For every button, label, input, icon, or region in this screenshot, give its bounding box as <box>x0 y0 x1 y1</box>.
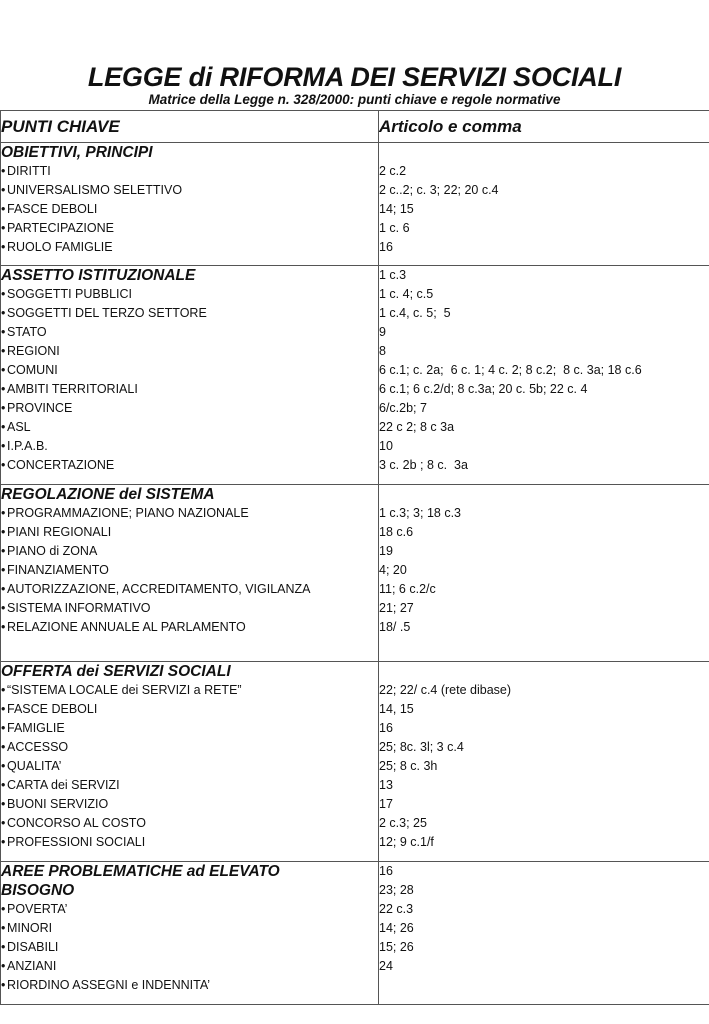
key-point-cell <box>1 862 379 1005</box>
bullet-icon: • <box>1 544 6 558</box>
bullet-icon: • <box>1 325 6 339</box>
bullet-icon: • <box>1 382 6 396</box>
key-point-item <box>1 757 378 776</box>
key-point-label: FASCE DEBOLI <box>7 702 98 716</box>
key-point-label: CONCORSO AL COSTO <box>7 816 146 830</box>
article-reference: 15; 26 <box>379 940 414 954</box>
key-point-label: PIANO di ZONA <box>7 544 98 558</box>
article-reference: 12; 9 c.1/f <box>379 835 434 849</box>
key-point-label: SISTEMA INFORMATIVO <box>7 601 151 615</box>
key-point-item <box>1 814 378 833</box>
key-point-item <box>1 238 378 257</box>
key-point-item <box>1 181 378 200</box>
key-point-item <box>1 504 378 523</box>
article-reference: 1 c.3; 3; 18 c.3 <box>379 506 461 520</box>
key-point-label: CARTA dei SERVIZI <box>7 778 120 792</box>
key-point-item <box>1 542 378 561</box>
key-points-matrix <box>0 110 709 1005</box>
key-point-item <box>1 380 378 399</box>
article-reference: 14, 15 <box>379 702 414 716</box>
key-point-label: FASCE DEBOLI <box>7 202 98 216</box>
document-subtitle: Matrice della Legge n. 328/2000: punti chiave e regole normative <box>148 92 561 107</box>
article-reference: 1 c. 4; c.5 <box>379 287 434 301</box>
key-point-label: AMBITI TERRITORIALI <box>7 382 138 396</box>
key-point-label: QUALITA’ <box>7 759 62 773</box>
bullet-icon: • <box>1 506 6 520</box>
bullet-icon: • <box>1 921 6 935</box>
bullet-icon: • <box>1 816 6 830</box>
bullet-icon: • <box>1 439 6 453</box>
key-point-label: FAMIGLIE <box>7 721 65 735</box>
bullet-icon: • <box>1 363 6 377</box>
article-reference: 6 c.1; c. 2a; 6 c. 1; 4 c. 2; 8 c.2; 8 c. 3a; 18 c.6 <box>379 363 642 377</box>
key-point-item <box>1 219 378 238</box>
article-reference: 23; 28 <box>379 883 414 897</box>
bullet-icon: • <box>1 164 6 178</box>
article-reference: 6 c.1; 6 c.2/d; 8 c.3a; 20 c. 5b; 22 c. 4 <box>379 382 588 396</box>
key-point-item <box>1 900 378 919</box>
bullet-icon: • <box>1 458 6 472</box>
header-articolo-comma: Articolo e comma <box>379 111 709 143</box>
bullet-icon: • <box>1 721 6 735</box>
key-point-item <box>1 200 378 219</box>
key-point-label: SOGGETTI DEL TERZO SETTORE <box>7 306 207 320</box>
bullet-icon: • <box>1 940 6 954</box>
bullet-icon: • <box>1 702 6 716</box>
article-reference: 6/c.2b; 7 <box>379 401 427 415</box>
article-reference: 18 c.6 <box>379 525 414 539</box>
article-reference <box>379 662 709 681</box>
key-point-item <box>1 976 378 995</box>
key-point-item <box>1 162 378 181</box>
article-reference: 17 <box>379 797 393 811</box>
key-point-label: COMUNI <box>7 363 58 377</box>
bullet-icon: • <box>1 420 6 434</box>
article-cell <box>379 143 709 266</box>
key-point-item <box>1 456 378 475</box>
article-reference: 8 <box>379 344 386 358</box>
bullet-icon: • <box>1 959 6 973</box>
key-point-item <box>1 700 378 719</box>
key-point-item <box>1 599 378 618</box>
key-point-item <box>1 580 378 599</box>
key-point-item <box>1 919 378 938</box>
key-point-item <box>1 795 378 814</box>
section-row <box>1 143 709 266</box>
article-reference: 22; 22/ c.4 (rete dibase) <box>379 683 512 697</box>
article-reference: 16 <box>379 864 393 878</box>
bullet-icon: • <box>1 978 6 992</box>
article-reference: 14; 26 <box>379 921 414 935</box>
key-point-item <box>1 833 378 852</box>
key-point-item <box>1 437 378 456</box>
section-row <box>1 266 709 485</box>
bullet-icon: • <box>1 401 6 415</box>
key-point-item <box>1 681 378 700</box>
bullet-icon: • <box>1 525 6 539</box>
section-row <box>1 862 709 1005</box>
bullet-icon: • <box>1 202 6 216</box>
article-reference: 2 c.2 <box>379 164 407 178</box>
article-reference: 11; 6 c.2/c <box>379 582 436 596</box>
key-point-item <box>1 738 378 757</box>
key-point-item <box>1 776 378 795</box>
key-point-label: ANZIANI <box>7 959 57 973</box>
key-point-item <box>1 361 378 380</box>
key-point-item <box>1 561 378 580</box>
article-reference: 16 <box>379 721 393 735</box>
article-reference: 25; 8c. 3l; 3 c.4 <box>379 740 464 754</box>
key-point-label: ACCESSO <box>7 740 69 754</box>
key-point-label: RELAZIONE ANNUALE AL PARLAMENTO <box>7 620 246 634</box>
section-title: OFFERTA dei SERVIZI SOCIALI <box>1 663 231 680</box>
bullet-icon: • <box>1 287 6 301</box>
bullet-icon: • <box>1 306 6 320</box>
key-point-label: UNIVERSALISMO SELETTIVO <box>7 183 183 197</box>
article-reference: 19 <box>379 544 393 558</box>
key-point-cell <box>1 662 379 862</box>
key-point-label: PROGRAMMAZIONE; PIANO NAZIONALE <box>7 506 249 520</box>
article-reference: 13 <box>379 778 393 792</box>
article-reference: 21; 27 <box>379 601 414 615</box>
key-point-label: DISABILI <box>7 940 59 954</box>
key-point-label: I.P.A.B. <box>7 439 48 453</box>
article-reference: 1 c.3 <box>379 268 407 282</box>
bullet-icon: • <box>1 582 6 596</box>
section-row <box>1 662 709 862</box>
article-reference: 18/ .5 <box>379 620 411 634</box>
bullet-icon: • <box>1 740 6 754</box>
bullet-icon: • <box>1 240 6 254</box>
key-point-label: DIRITTI <box>7 164 51 178</box>
key-point-label: CONCERTAZIONE <box>7 458 115 472</box>
article-reference: 24 <box>379 959 393 973</box>
key-point-item <box>1 523 378 542</box>
key-point-label: PROVINCE <box>7 401 73 415</box>
article-reference: 2 c.3; 25 <box>379 816 427 830</box>
article-cell <box>379 662 709 862</box>
key-point-item <box>1 285 378 304</box>
key-point-label: MINORI <box>7 921 53 935</box>
article-reference: 9 <box>379 325 386 339</box>
bullet-icon: • <box>1 563 6 577</box>
document-title: LEGGE di RIFORMA DEI SERVIZI SOCIALI <box>87 62 622 92</box>
bullet-icon: • <box>1 835 6 849</box>
bullet-icon: • <box>1 797 6 811</box>
key-point-label: BUONI SERVIZIO <box>7 797 109 811</box>
bullet-icon: • <box>1 183 6 197</box>
key-point-label: POVERTA’ <box>7 902 68 916</box>
article-cell <box>379 862 709 1005</box>
article-reference: 14; 15 <box>379 202 414 216</box>
header-row <box>1 111 709 143</box>
section-title: REGOLAZIONE del SISTEMA <box>1 486 215 503</box>
bullet-icon: • <box>1 344 6 358</box>
bullet-icon: • <box>1 778 6 792</box>
section-title: ASSETTO ISTITUZIONALE <box>1 267 196 284</box>
key-point-label: REGIONI <box>7 344 60 358</box>
key-point-item <box>1 399 378 418</box>
article-cell <box>379 266 709 485</box>
key-point-cell <box>1 485 379 662</box>
section-title: OBIETTIVI, PRINCIPI <box>1 144 153 161</box>
key-point-item <box>1 618 378 637</box>
bullet-icon: • <box>1 221 6 235</box>
article-reference: 25; 8 c. 3h <box>379 759 438 773</box>
matrix-body <box>1 143 709 1005</box>
key-point-label: PROFESSIONI SOCIALI <box>7 835 146 849</box>
key-point-item <box>1 418 378 437</box>
key-point-label: ASL <box>7 420 31 434</box>
key-point-label: SOGGETTI PUBBLICI <box>7 287 133 301</box>
key-point-cell <box>1 266 379 485</box>
article-cell <box>379 485 709 662</box>
key-point-item <box>1 938 378 957</box>
key-point-item <box>1 957 378 976</box>
bullet-icon: • <box>1 601 6 615</box>
key-point-label: PARTECIPAZIONE <box>7 221 114 235</box>
article-reference: 16 <box>379 240 393 254</box>
article-reference: 1 c.4, c. 5; 5 <box>379 306 451 320</box>
article-reference <box>379 143 709 162</box>
article-reference: 3 c. 2b ; 8 c. 3a <box>379 458 468 472</box>
article-reference: 22 c.3 <box>379 902 414 916</box>
bullet-icon: • <box>1 620 6 634</box>
bullet-icon: • <box>1 759 6 773</box>
header-punti-chiave: PUNTI CHIAVE <box>1 111 379 143</box>
key-point-item <box>1 304 378 323</box>
article-reference: 10 <box>379 439 393 453</box>
section-row <box>1 485 709 662</box>
key-point-label: “SISTEMA LOCALE dei SERVIZI a RETE” <box>7 683 242 697</box>
article-reference: 1 c. 6 <box>379 221 410 235</box>
key-point-label: STATO <box>7 325 47 339</box>
key-point-item <box>1 719 378 738</box>
article-reference: 22 c 2; 8 c 3a <box>379 420 455 434</box>
key-point-label: RUOLO FAMIGLIE <box>7 240 113 254</box>
key-point-label: PIANI REGIONALI <box>7 525 112 539</box>
bullet-icon: • <box>1 683 6 697</box>
bullet-icon: • <box>1 902 6 916</box>
key-point-label: RIORDINO ASSEGNI e INDENNITA’ <box>7 978 211 992</box>
key-point-item <box>1 323 378 342</box>
key-point-label: AUTORIZZAZIONE, ACCREDITAMENTO, VIGILANZA <box>7 582 311 596</box>
article-reference: 4; 20 <box>379 563 407 577</box>
key-point-cell <box>1 143 379 266</box>
section-title: AREE PROBLEMATICHE ad ELEVATO BISOGNO <box>1 863 280 899</box>
key-point-item <box>1 342 378 361</box>
key-point-label: FINANZIAMENTO <box>7 563 109 577</box>
article-reference: 2 c..2; c. 3; 22; 20 c.4 <box>379 183 499 197</box>
article-reference <box>379 485 709 504</box>
